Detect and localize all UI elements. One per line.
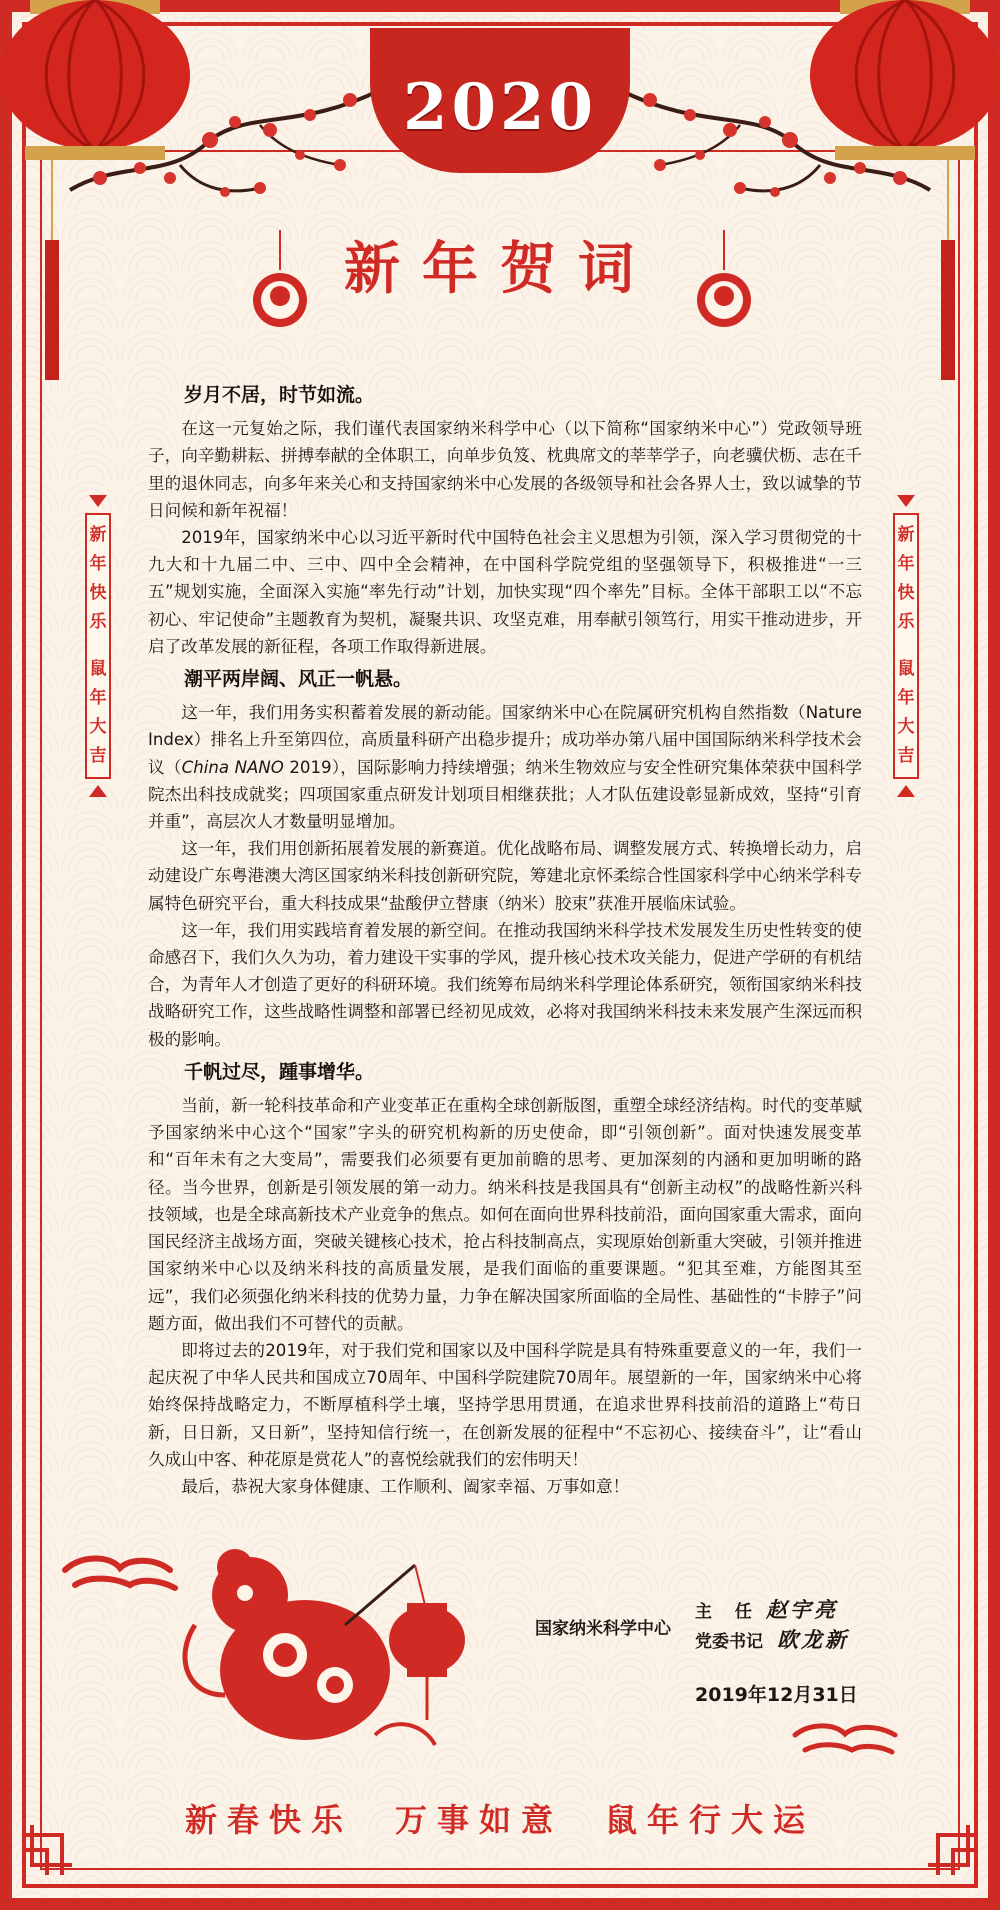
side-char: 新 <box>89 525 107 545</box>
rat-papercut-icon <box>175 1545 495 1765</box>
footer-slogan: 新春快乐 万事如意 鼠年行大运 <box>184 1801 815 1839</box>
corner-knot-left-icon <box>22 1825 72 1875</box>
triangle-icon <box>89 495 107 507</box>
year-label: 2020 <box>402 70 598 145</box>
conference-name: China NANO <box>181 757 284 777</box>
side-banner-right-text <box>893 513 919 779</box>
side-char: 年 <box>897 688 915 708</box>
cloud-right-icon <box>790 1720 900 1760</box>
paragraph: 在这一元复始之际，我们谨代表国家纳米科学中心（以下简称“国家纳米中心”）党政领导班子，向辛勤耕耘、拼搏奉献的全体职工，向单步负笈、枕典席文的莘莘学子，向老骥伏枥、志在千里的退休同志，向多年来关心和支持国家纳米中心发展的各级领导和社会各界人士，致以诚挚的节日问候和新年祝福！ <box>148 419 862 520</box>
side-char: 快 <box>89 583 107 603</box>
section-heading: 千帆过尽，踵事增华。 <box>184 1060 375 1083</box>
side-char: 鼠 <box>897 659 915 679</box>
side-char: 乐 <box>89 612 107 632</box>
triangle-icon <box>897 495 915 507</box>
signature-role: 主 任 <box>695 1602 752 1622</box>
signature-name: 赵宇亮 <box>765 1597 838 1622</box>
paragraph: 当前，新一轮科技革命和产业变革正在重构全球创新版图，重塑全球经济结构。时代的变革赋予国家纳米中心这个“国家”字头的研究机构新的历史使命，即“引领创新”。面对快速发展变革和“百年未有之大变局”，需要我们必须要有更加前瞻的思考、更加深刻的内涵和更加明晰的路径。当今世界，创新是引领发展的第一动力。纳米科技是我国具有“创新主动权”的战略性新兴科技领域，也是全球高新技术产业竞争的焦点。如何在面向世界科技前沿，面向国家重大需求，面向国民经济主战场方面，突破关键核心技术，抢占科技制高点，实现原始创新重大突破，引领并推进国家纳米中心以及纳米科技的高质量发展，是我们面临的重要课题。“犯其至难，方能图其至远”，我们必须强化纳米科技的优势力量，力争在解决国家所面临的全局性、基础性的“卡脖子”问题方面，做出我们不可替代的贡献。 <box>148 1096 862 1333</box>
side-char: 年 <box>89 688 107 708</box>
paragraph: 这一年，我们用实践培育着发展的新空间。在推动我国纳米科学技术发展发生历史性转变的使命感召下，我们久久为功，着力建设干实事的学风，提升核心技术攻关能力，促进产学研的有机结合，为青年人才创造了更好的科研环境。我们统筹布局纳米科学理论体系研究，领衔国家纳米科技战略研究工作，这些战略性调整和部署已经初见成效，必将对我国纳米科技未来发展产生深远而积极的影响。 <box>148 920 862 1049</box>
side-char: 乐 <box>897 612 915 632</box>
side-char: 大 <box>897 717 915 737</box>
signature-director <box>695 1594 838 1624</box>
section-heading: 岁月不居，时节如流。 <box>184 384 375 406</box>
side-char: 年 <box>897 554 915 574</box>
side-char: 快 <box>897 583 915 603</box>
section-heading: 潮平两岸阔、风正一帆悬。 <box>184 668 413 691</box>
triangle-icon <box>897 785 915 797</box>
corner-knot-right-icon <box>928 1825 978 1875</box>
side-banner-left <box>85 495 111 797</box>
side-char: 年 <box>89 554 107 574</box>
signature-role: 党委书记 <box>695 1632 763 1652</box>
paragraph: 这一年，我们用创新拓展着发展的新赛道。优化战略布局、调整发展方式、转换增长动力，启动建设广东粤港澳大湾区国家纳米科技创新研究院，筹建北京怀柔综合性国家科学中心纳米学科专属特色研究平台，重大科技成果“盐酸伊立替康（纳米）胶束”获准开展临床试验。 <box>148 839 862 913</box>
paragraph-text: 2019），国际影响力持续增强；纳米生物效应与安全性研究集体荣获中国科学院杰出科技成就奖；四项国家重点研发计划项目相继获批；人才队伍建设彰显新成效，坚持“引育并重”，高层次人才数量明显增加。 <box>148 757 862 832</box>
side-char: 吉 <box>89 746 107 766</box>
paragraph: 最后，恭祝大家身体健康、工作顺利、阖家幸福、万事如意！ <box>181 1476 630 1496</box>
cloud-left-icon <box>60 1550 180 1600</box>
side-char: 吉 <box>897 746 915 766</box>
side-banner-right <box>893 495 919 797</box>
signature-party-secretary <box>695 1624 849 1654</box>
side-char: 新 <box>897 525 915 545</box>
letter-body <box>148 380 879 1500</box>
triangle-icon <box>89 785 107 797</box>
side-char: 鼠 <box>89 659 107 679</box>
paragraph <box>148 699 879 835</box>
lantern-left-icon <box>0 0 190 390</box>
signature-date: 2019年12月31日 <box>695 1684 858 1706</box>
page-title: 新年贺词 <box>344 236 656 302</box>
paragraph: 即将过去的2019年，对于我们党和国家以及中国科学院是具有特殊重要意义的一年，我们一起庆祝了中华人民共和国成立70周年、中国科学院建院70周年。展望新的一年，国家纳米中心将始终保持战略定力，不断厚植科学土壤，坚持学思用贯通，在追求世界科技前沿的道路上“苟日新，日日新，又日新”，坚持知信行统一，在创新发展的征程中“不忘初心、接续奋斗”，让“看山久成山中客、种花原是赏花人”的喜悦绘就我们的宏伟明天！ <box>148 1340 862 1469</box>
side-banner-left-text <box>85 513 111 779</box>
lantern-right-icon <box>810 0 1000 390</box>
signature-name: 欧龙新 <box>777 1627 849 1652</box>
paragraph-text: 这一年，我们用务实积蓄着发展的新动能。国家纳米中心在院属研究机构自然指数（Nature Index）排名上升至第四位，高质量科研产出稳步提升；成功举办第八届中国国际纳米科学技术会议（ <box>148 703 879 777</box>
signature-organization: 国家纳米科学中心 <box>535 1619 671 1639</box>
side-char: 大 <box>89 717 107 737</box>
paragraph: 2019年，国家纳米中心以习近平新时代中国特色社会主义思想为引领，深入学习贯彻党的十九大和十九届二中、三中、四中全会精神，在中国科学院党组的坚强领导下，积极推进“一三五”规划实施，全面深入实施“率先行动”计划，加快实现“四个率先”目标。全体干部职工以“不忘初心、牢记使命”主题教育为契机，凝聚共识、攻坚克难，用奉献引领笃行，用实干推动进步，开启了改革发展的新征程，各项工作取得新进展。 <box>148 528 862 656</box>
